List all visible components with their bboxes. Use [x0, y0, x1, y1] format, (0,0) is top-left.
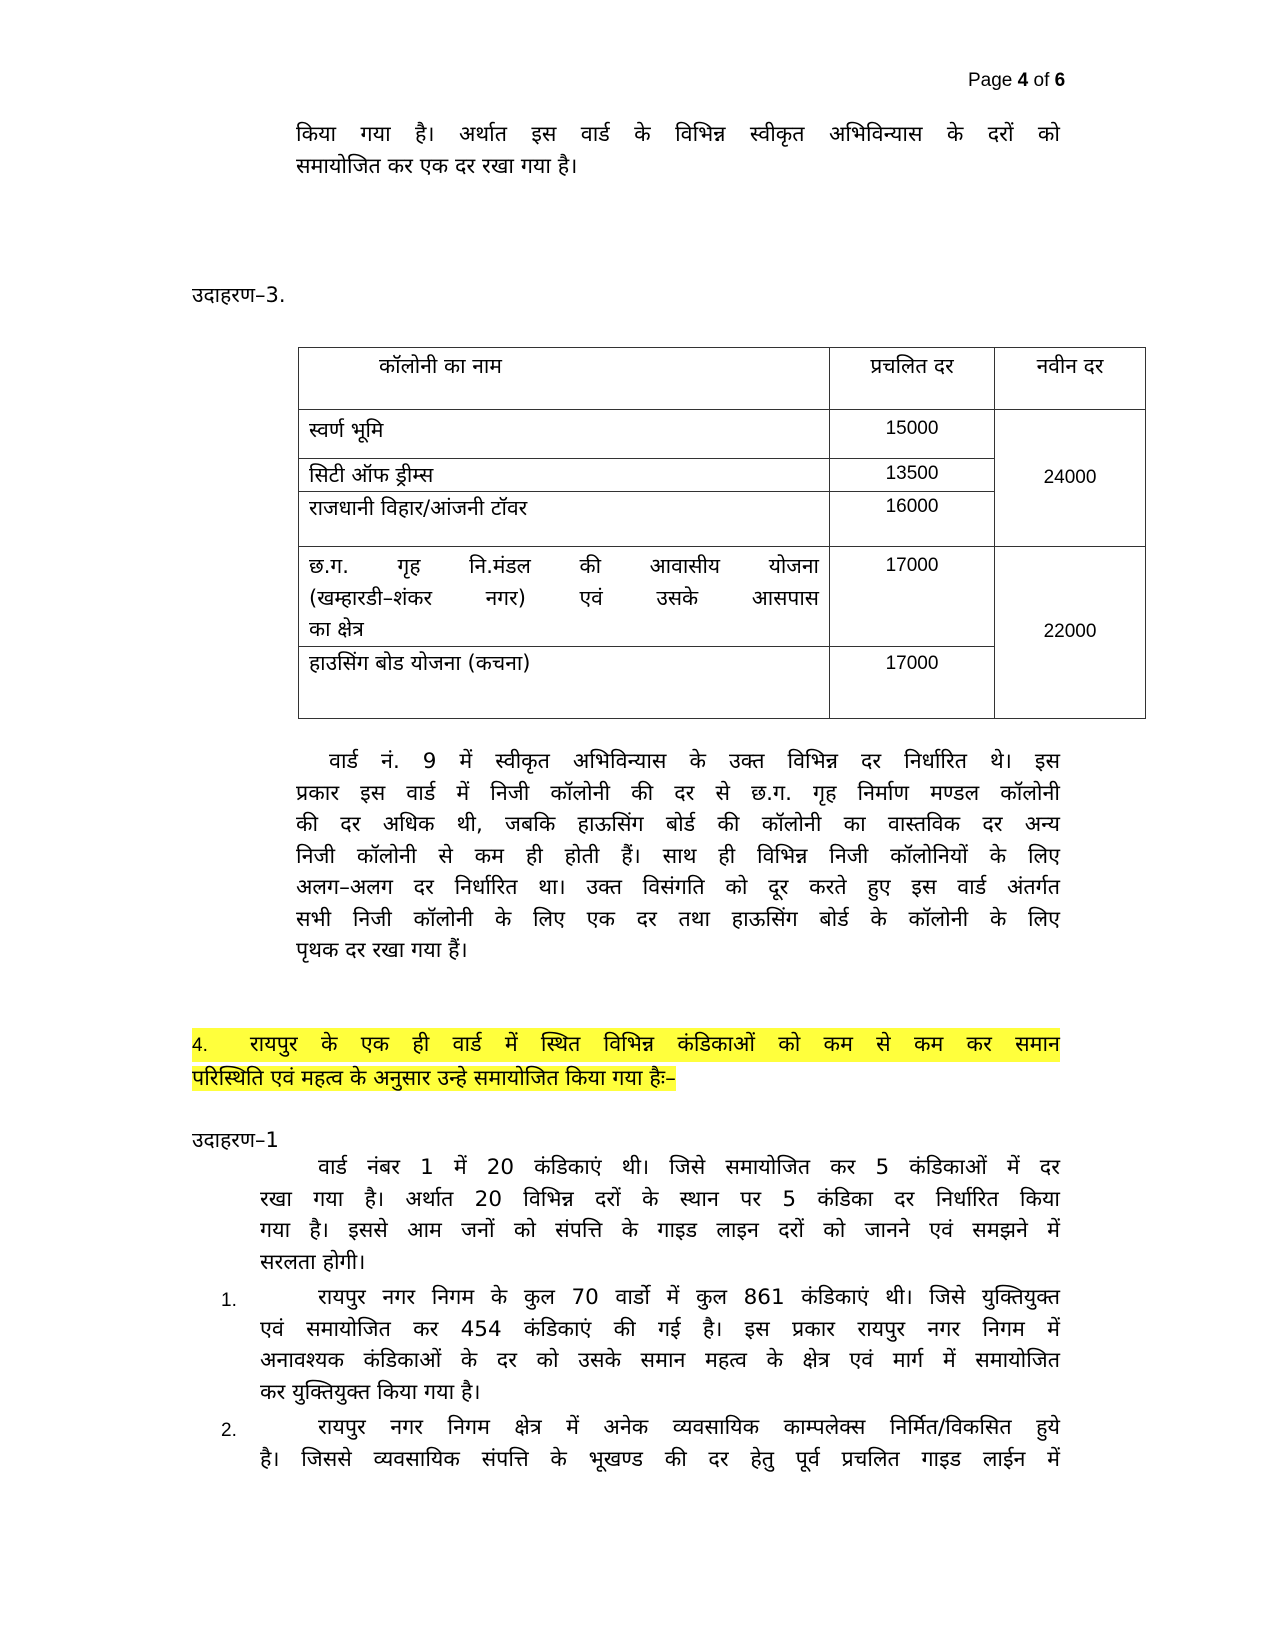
section-4-heading [192, 1028, 1060, 1095]
colony-name-line: का क्षेत्र [309, 617, 364, 641]
section-4-number: 4. [192, 1035, 208, 1056]
section-4-text-line1: रायपुर के एक ही वार्ड में स्थित विभिन्न कंडिकाओं को कम से कम कर समान [249, 1032, 1060, 1057]
ward-9-line: अलग–अलग दर निर्धारित था। उक्त विसंगति को दूर करते हुए इस वार्ड अंतर्गत [296, 875, 1060, 900]
item-1-line: एवं समायोजित कर 454 कंडिकाएं की गई है। इस प्रकार रायपुर नगर निगम में [260, 1316, 1060, 1342]
colony-rate-table [298, 347, 1146, 719]
current-rate-cell: 17000 [830, 547, 995, 647]
ward-9-line: की दर अधिक थी, जबकि हाऊसिंग बोर्ड की कॉलोनी का वास्तविक दर अन्य [296, 812, 1060, 837]
current-rate-cell: 13500 [830, 459, 995, 492]
colony-name-line: (खम्हारडी–शंकर नगर) एवं उसके आसपास [309, 585, 819, 610]
section-4-line [192, 1028, 1060, 1062]
intro-paragraph [296, 119, 1060, 182]
ward-9-line: निजी कॉलोनी से कम ही होती हैं। साथ ही विभिन्न निजी कॉलोनियों के लिए [296, 843, 1060, 869]
item-2-line: है। जिससे व्यवसायिक संपत्ति के भूखण्ड की दर हेतु पूर्व प्रचलित गाइड लाईन में [260, 1446, 1060, 1472]
header-current-rate: प्रचलित दर [830, 348, 995, 410]
colony-name-cell: हाउसिंग बोड योजना (कचना) [299, 646, 830, 718]
colony-name-cell: सिटी ऑफ ड्रीम्स [299, 459, 830, 492]
new-rate-cell: 22000 [995, 547, 1146, 719]
example-1-line: वार्ड नंबर 1 में 20 कंडिकाएं थी। जिसे समायोजित कर 5 कंडिकाओं में दर [318, 1155, 1060, 1180]
example-1-line: गया है। इससे आम जनों को संपत्ति के गाइड लाइन दरों को जानने एवं समझने में [260, 1218, 1060, 1243]
example-3-heading: उदाहरण–3. [192, 283, 286, 307]
item-2-paragraph [260, 1412, 1060, 1475]
colony-name-line: छ.ग. गृह नि.मंडल की आवासीय योजना [309, 554, 819, 578]
colony-name-cell [299, 547, 830, 647]
example-1-paragraph [260, 1152, 1060, 1278]
intro-line: समायोजित कर एक दर रखा गया है। [296, 153, 578, 179]
section-4-line [192, 1062, 1060, 1095]
example-1-heading: उदाहरण–1 [192, 1128, 279, 1152]
item-2-number: 2. [221, 1420, 237, 1441]
page-number: Page 4 of 6 [968, 70, 1066, 91]
ward-9-line: प्रकार इस वार्ड में निजी कॉलोनी की दर से छ.ग. गृह निर्माण मण्डल कॉलोनी [296, 780, 1060, 806]
example-1-line: सरलता होगी। [260, 1249, 366, 1275]
item-1-line: कर युक्तियुक्त किया गया है। [260, 1379, 481, 1405]
intro-line: किया गया है। अर्थात इस वार्ड के विभिन्न स्वीकृत अभिविन्यास के दरों को [296, 122, 1060, 147]
colony-name-cell: राजधानी विहार/आंजनी टॉवर [299, 492, 830, 547]
example-1-line: रखा गया है। अर्थात 20 विभिन्न दरों के स्थान पर 5 कंडिका दर निर्धारित किया [260, 1186, 1060, 1212]
current-rate-cell: 15000 [830, 410, 995, 459]
item-1-paragraph [260, 1282, 1060, 1408]
current-rate-cell: 16000 [830, 492, 995, 547]
ward-9-line: वार्ड नं. 9 में स्वीकृत अभिविन्यास के उक्त विभिन्न दर निर्धारित थे। इस [329, 749, 1060, 774]
section-4-text-line2: परिस्थिति एवं महत्व के अनुसार उन्हे समायोजित किया गया हैः– [192, 1066, 676, 1091]
item-1-number: 1. [221, 1290, 237, 1311]
header-colony-name: कॉलोनी का नाम [299, 348, 830, 410]
item-1-line: अनावश्यक कंडिकाओं के दर को उसके समान महत्व के क्षेत्र एवं मार्ग में समायोजित [260, 1348, 1060, 1373]
ward-9-paragraph [296, 746, 1060, 967]
current-rate-cell: 17000 [830, 646, 995, 718]
colony-name-cell: स्वर्ण भूमि [299, 410, 830, 459]
ward-9-line: पृथक दर रखा गया हैं। [296, 938, 468, 963]
item-1-line: रायपुर नगर निगम के कुल 70 वार्डो में कुल 861 कंडिकाएं थी। जिसे युक्तियुक्त [318, 1285, 1060, 1310]
new-rate-cell: 24000 [995, 410, 1146, 547]
item-2-line: रायपुर नगर निगम क्षेत्र में अनेक व्यवसायिक काम्पलेक्स निर्मित/विकसित हुये [318, 1415, 1060, 1440]
ward-9-line: सभी निजी कॉलोनी के लिए एक दर तथा हाऊसिंग बोर्ड के कॉलोनी के लिए [296, 906, 1060, 932]
header-new-rate: नवीन दर [995, 348, 1146, 410]
